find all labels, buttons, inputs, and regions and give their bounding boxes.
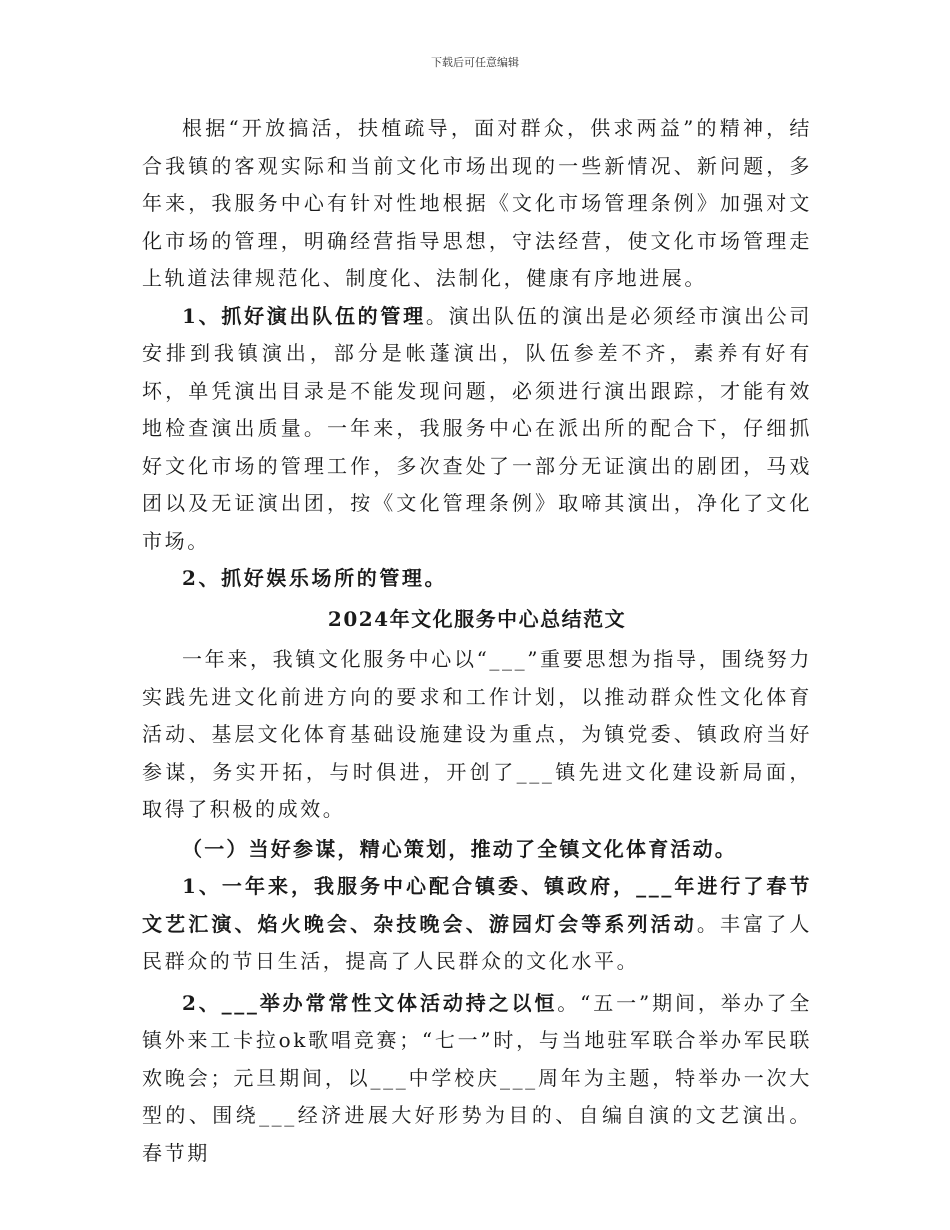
summary-paragraph — [142, 641, 812, 829]
intro-text: 根据“开放搞活，扶植疏导，面对群众，供求两益”的精神，结合我镇的客观实际和当前文化市场出现的一些新情况、新问题，多年来，我服务中心有针对性地根据《文化市场管理条例》加强对文化市场的管理，明确经营指导思想，守法经营，使文化市场管理走上轨道法律规范化、制度化、法制化，健康有序地进展。 — [142, 116, 812, 290]
item1-text: 。演出队伍的演出是必须经市演出公司安排到我镇演出，部分是帐蓬演出，队伍参差不齐，素养有好有坏，单凭演出目录是不能发现问题，必须进行演出跟踪，才能有效地检查演出质量。一年来，我服务中心在派出所的配合下，仔细抓好文化市场的管理工作，多次查处了一部分无证演出的剧团，马戏团以及无证演出团，按《文化管理条例》取啼其演出，净化了文化市场。 — [142, 303, 812, 553]
point1-paragraph — [142, 868, 812, 981]
intro-paragraph — [142, 110, 812, 298]
document-body — [142, 110, 812, 1172]
point2-paragraph — [142, 985, 812, 1173]
point2-text: 。“五一”期间，举办了全镇外来工卡拉ok歌唱竞赛；“七一”时，与当地驻军联合举办军民联欢晚会；元旦期间，以___中学校庆___周年为主题，特举办一次大型的、围绕___经济进展大好形势为目的、自编自演的文艺演出。春节期 — [142, 990, 812, 1165]
summary-text: 一年来，我镇文化服务中心以“___”重要思想为指导，围绕努力实践先进文化前进方向的要求和工作计划，以推动群众性文化体育活动、基层文化体育基础设施建设为重点，为镇党委、镇政府当好参谋，务实开拓，与时俱进，开创了___镇先进文化建设新局面，取得了积极的成效。 — [142, 647, 812, 821]
item2-bold-lead: 2、抓好娱乐场所的管理。 — [182, 566, 448, 590]
point1-bold-lead: 1、一年来，我服务中心配合镇委、镇政府，___年进行了春节文艺汇演、焰火晚会、杂技晚会、游园灯会等系列活动 — [142, 874, 812, 936]
item2-paragraph — [142, 560, 812, 598]
document-title: 2024年文化服务中心总结范文 — [327, 606, 627, 631]
section1-heading: （一）当好参谋，精心策划，推动了全镇文化体育活动。 — [182, 836, 737, 861]
point1-text: 。丰富了人民群众的节日生活，提高了人民群众的文化水平。 — [142, 911, 813, 973]
point2-bold-lead: 2、___举办常常性文体活动持之以恒 — [182, 990, 558, 1015]
item1-paragraph — [142, 298, 812, 561]
item1-bold-lead: 1、抓好演出队伍的管理 — [182, 303, 426, 328]
page-header: 下载后可任意编辑 — [431, 56, 519, 69]
